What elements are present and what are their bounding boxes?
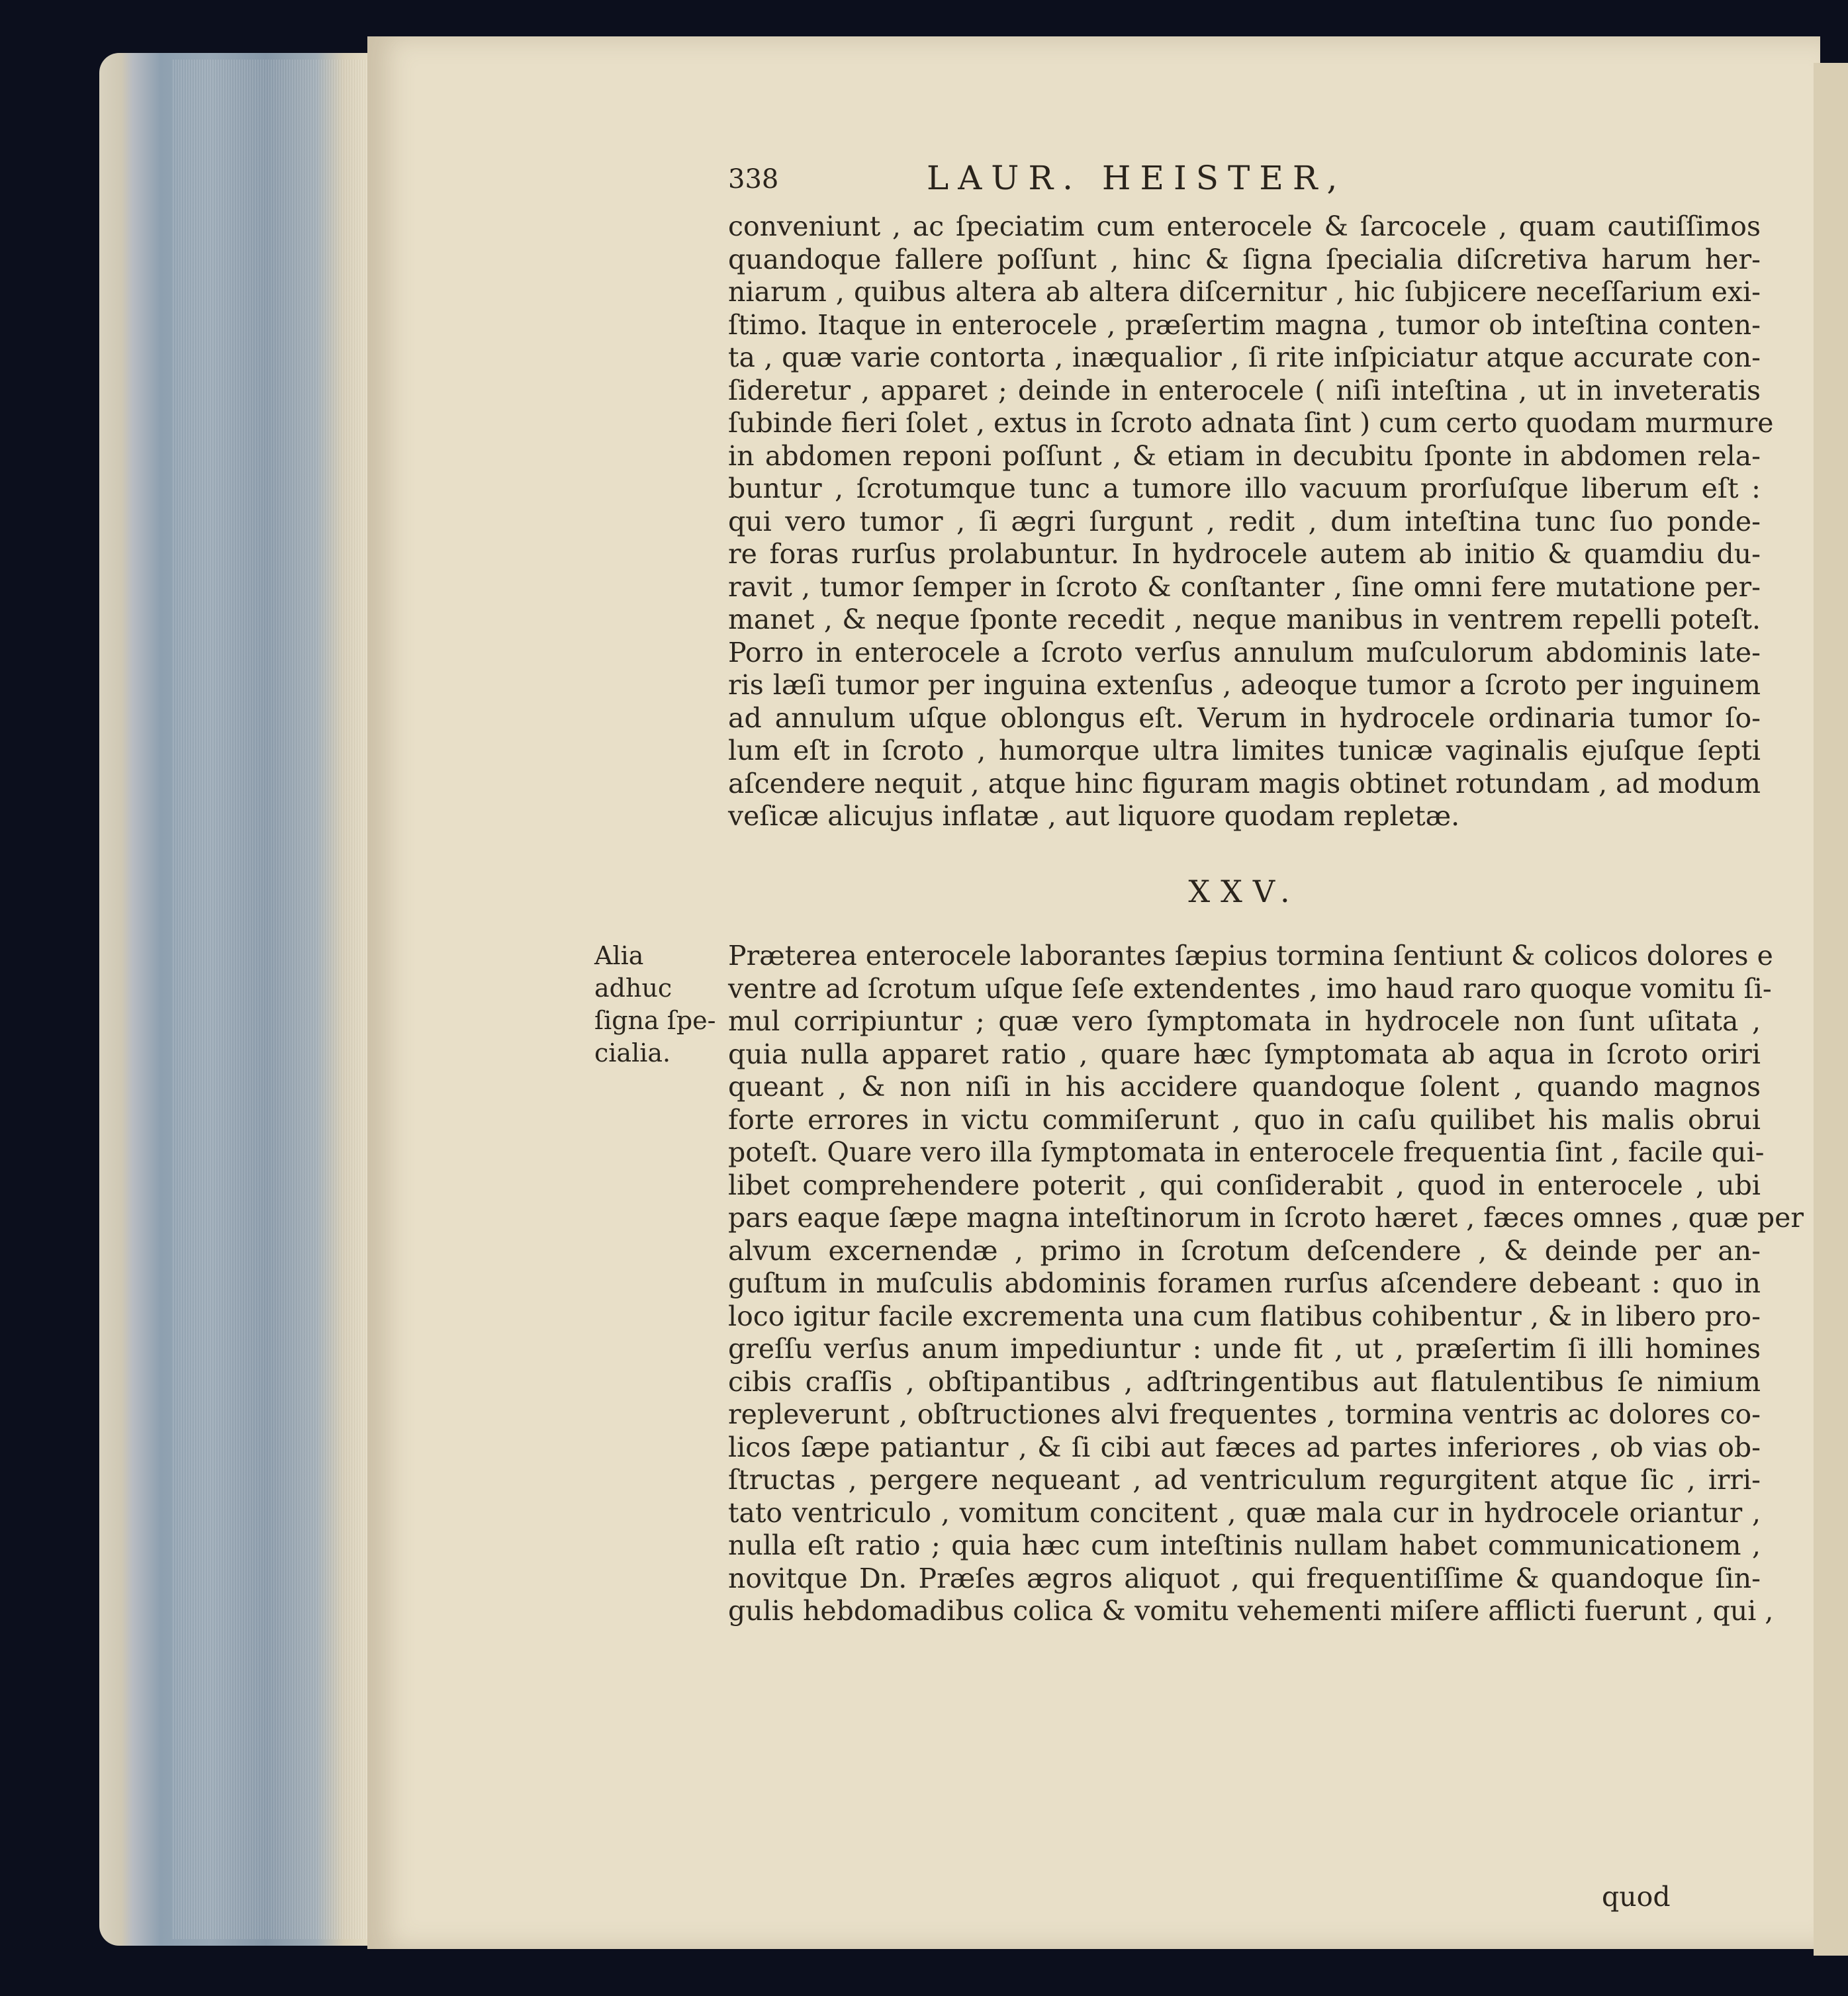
text-line: queant , & non niſi in his accidere quandoque ſolent , quando magnos [728,1071,1761,1103]
paragraph-1 [728,210,1774,833]
paragraph-2 [728,940,1804,1628]
running-head: LAUR. HEISTER, [927,159,1347,197]
text-line: novitque Dn. Præſes ægros aliquot , qui frequentiſſime & quandoque ſin- [728,1562,1761,1594]
text-line: ſideretur , apparet ; deinde in enterocele ( niſi inteſtina , ut in inveteratis [728,374,1761,406]
text-line: libet comprehendere poterit , qui conſiderabit , quod in enterocele , ubi [728,1169,1761,1201]
text-line: ris læſi tumor per inguina extenſus , adeoque tumor a ſcroto per inguinem [728,669,1761,701]
text-line: ventre ad ſcrotum uſque ſeſe extendentes , imo haud raro quoque vomitu ſi- [728,972,1772,1005]
margin-note-line: ſigna ſpe- [594,1006,716,1035]
text-line: veſicæ alicujus inflatæ , aut liquore quodam repletæ. [728,800,1460,832]
text-line: ſubinde fieri ſolet , extus in ſcroto adnata ſint ) cum certo quodam murmure [728,407,1774,439]
text-line: aſcendere nequit , atque hinc figuram magis obtinet rotundam , ad modum [728,767,1761,799]
text-line: licos ſæpe patiantur , & ſi cibi aut fæces ad partes inferiores , ob vias ob- [728,1431,1761,1463]
text-line: manet , & neque ſponte recedit , neque manibus in ventrem repelli poteſt. [728,604,1761,635]
section-title: XXV. [1188,874,1301,909]
catchword: quod [1602,1881,1671,1913]
text-line: loco igitur facile excrementa una cum flatibus cohibentur , & in libero pro- [728,1300,1761,1332]
page-edge-texture [172,60,371,1939]
text-line: mul corripiuntur ; quæ vero ſymptomata in hydrocele non ſunt uſitata , [728,1005,1761,1037]
text-line: nulla eſt ratio ; quia hæc cum inteſtinis nullam habet communicationem , [728,1529,1761,1561]
margin-note [594,940,727,1069]
text-line: qui vero tumor , ſi ægri ſurgunt , redit , dum inteſtina tunc ſuo ponde- [728,505,1761,537]
text-line: quia nulla apparet ratio , quare hæc ſymptomata ab aqua in ſcroto oriri [728,1038,1761,1070]
text-line: ad annulum uſque oblongus eſt. Verum in hydrocele ordinaria tumor ſo- [728,702,1761,734]
text-line: poteſt. Quare vero illa ſymptomata in enterocele frequentia ſint , facile qui- [728,1136,1765,1168]
text-line: buntur , ſcrotumque tunc a tumore illo vacuum prorſuſque liberum eſt : [728,473,1761,504]
text-line: greſſu verſus anum impediuntur : unde fit , ut , præſertim ſi illi homines [728,1333,1761,1365]
text-line: Porro in enterocele a ſcroto verſus annulum muſculorum abdominis late- [728,636,1761,668]
text-line: cibis craſſis , obſtipantibus , adſtringentibus aut flatulentibus ſe nimium [728,1365,1761,1398]
text-line: forte errores in victu commiſerunt , quo in caſu quilibet his malis obrui [728,1103,1761,1136]
text-line: ravit , tumor ſemper in ſcroto & conſtanter , ſine omni fere mutatione per- [728,570,1761,603]
text-line: ta , quæ varie contorta , inæqualior , ſi rite inſpiciatur atque accurate con- [728,341,1761,373]
text-line: gulis hebdomadibus colica & vomitu vehementi miſere afflicti fuerunt , qui , [728,1595,1774,1627]
margin-note-line: Alia adhuc [594,941,672,1003]
text-line: re foras rurſus prolabuntur. In hydrocele autem ab initio & quamdiu du- [728,538,1761,570]
text-line: niarum , quibus altera ab altera diſcernitur , hic ſubjicere neceſſarium exi- [728,276,1761,308]
margin-note-line: cialia. [594,1038,671,1067]
text-line: ſtructas , pergere nequeant , ad ventriculum regurgitent atque ſic , irri- [728,1464,1761,1496]
text-line: guſtum in muſculis abdominis foramen rurſus aſcendere debeant : quo in [728,1267,1761,1299]
text-line: repleverunt , obſtructiones alvi frequentes , tormina ventris ac dolores co- [728,1398,1761,1430]
text-line: conveniunt , ac ſpeciatim cum enterocele & ſarcocele , quam cautiſſimos [728,210,1761,242]
page-number: 338 [728,164,779,195]
text-line: quandoque fallere poſſunt , hinc & ſigna ſpecialia diſcretiva harum her- [728,243,1761,275]
facing-page-edge [1814,63,1848,1956]
text-line: pars eaque ſæpe magna inteſtinorum in ſcroto hæret , fæces omnes , quæ per [728,1202,1804,1234]
text-line: lum eſt in ſcroto , humorque ultra limites tunicæ vaginalis ejuſque ſepti [728,735,1761,766]
text-line: alvum excernendæ , primo in ſcrotum deſcendere , & deinde per an- [728,1234,1761,1267]
text-line: in abdomen reponi poſſunt , & etiam in decubitu ſponte in abdomen rela- [728,439,1761,472]
text-line: ſtimo. Itaque in enterocele , præſertim magna , tumor ob inteſtina conten- [728,308,1761,341]
page-header [728,159,1761,205]
text-line: Præterea enterocele laborantes ſæpius tormina ſentiunt & colicos dolores e [728,940,1773,972]
text-line: tato ventriculo , vomitum concitent , quæ mala cur in hydrocele oriantur , [728,1496,1761,1529]
